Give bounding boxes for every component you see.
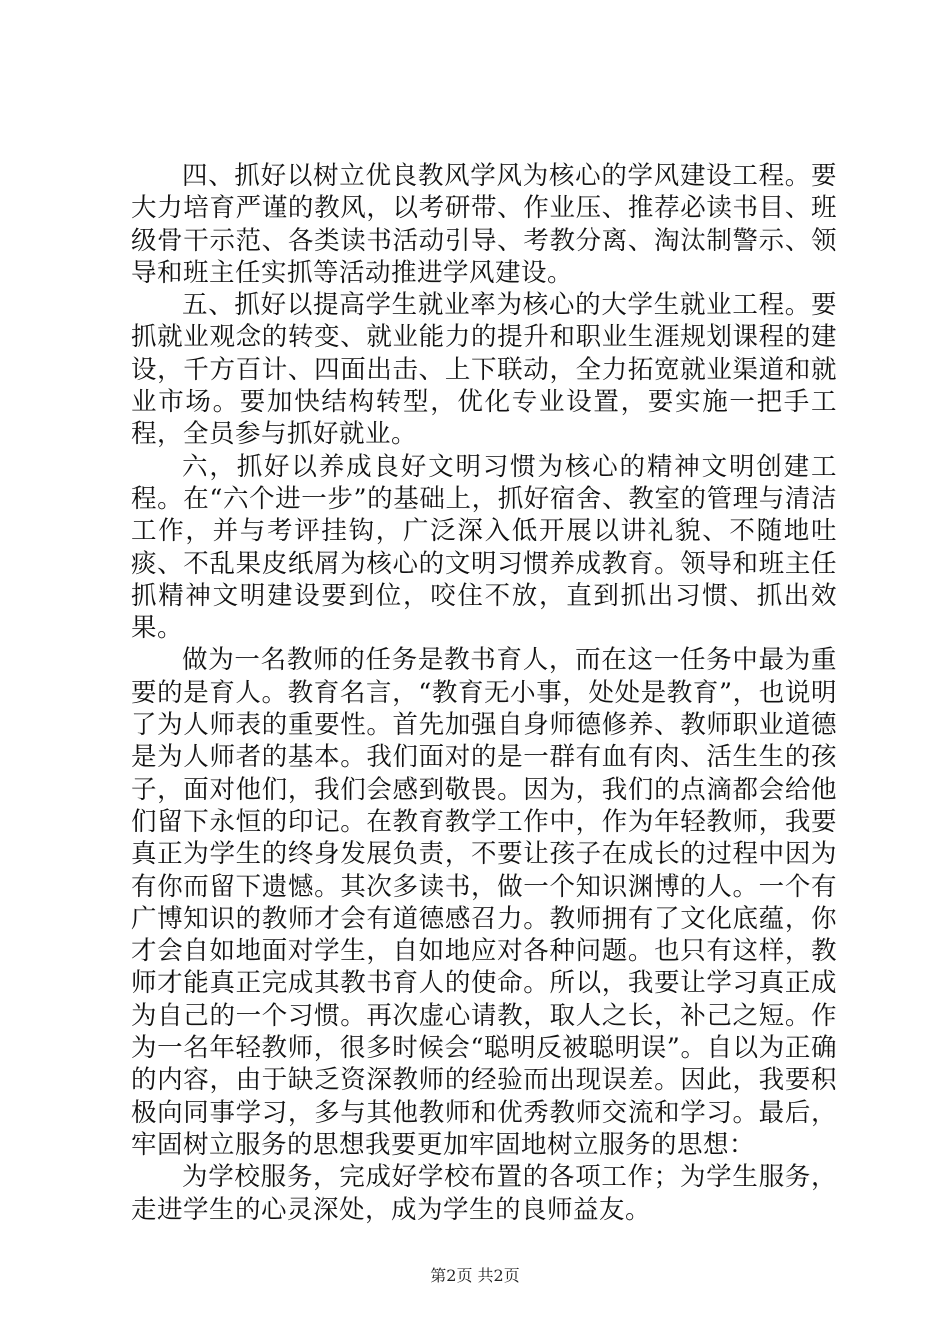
- paragraph-service: 为学校服务，完成好学校布置的各项工作；为学生服务，走进学生的心灵深处，成为学生的良师益友。: [131, 1162, 837, 1225]
- paragraph-teacher-duty: 做为一名教师的任务是教书育人，而在这一任务中最为重要的是育人。教育名言，“教育无小事，处处是教育”，也说明了为人师表的重要性。首先加强自身师德修养、教师职业道德是为人师者的基本。我们面对的是一群有血有肉、活生生的孩子，面对他们，我们会感到敬畏。因为，我们的点滴都会给他们留下永恒的印记。在教育教学工作中，作为年轻教师，我要真正为学生的终身发展负责，不要让孩子在成长的过程中因为有你而留下遗憾。其次多读书，做一个知识渊博的人。一个有广博知识的教师才会有道德感召力。教师拥有了文化底蕴，你才会自如地面对学生，自如地应对各种问题。也只有这样，教师才能真正完成其教书育人的使命。所以，我要让学习真正成为自己的一个习惯。再次虚心请教，取人之长，补己之短。作为一名年轻教师，很多时候会“聪明反被聪明误”。自以为正确的内容，由于缺乏资深教师的经验而出现误差。因此，我要积极向同事学习，多与其他教师和优秀教师交流和学习。最后，牢固树立服务的思想我要更加牢固地树立服务的思想：: [131, 645, 837, 1160]
- page-footer: 第2页 共2页: [430, 1266, 520, 1285]
- paragraph-study-style: 四、抓好以树立优良教风学风为核心的学风建设工程。要大力培育严谨的教风，以考研带、作业压、推荐必读书目、班级骨干示范、各类读书活动引导、考教分离、淘汰制警示、领导和班主任实抓等活动推进学风建设。: [131, 161, 837, 288]
- document-body: [131, 160, 837, 1226]
- paragraph-employment: 五、抓好以提高学生就业率为核心的大学生就业工程。要抓就业观念的转变、就业能力的提升和职业生涯规划课程的建设，千方百计、四面出击、上下联动，全力拓宽就业渠道和就业市场。要加快结构转型，优化专业设置，要实施一把手工程，全员参与抓好就业。: [131, 290, 837, 450]
- paragraph-civilization: 六，抓好以养成良好文明习惯为核心的精神文明创建工程。在“六个进一步”的基础上，抓好宿舍、教室的管理与清洁工作，并与考评挂钩，广泛深入低开展以讲礼貌、不随地吐痰、不乱果皮纸屑为核心的文明习惯养成教育。领导和班主任抓精神文明建设要到位，咬住不放，直到抓出习惯、抓出效果。: [131, 451, 837, 644]
